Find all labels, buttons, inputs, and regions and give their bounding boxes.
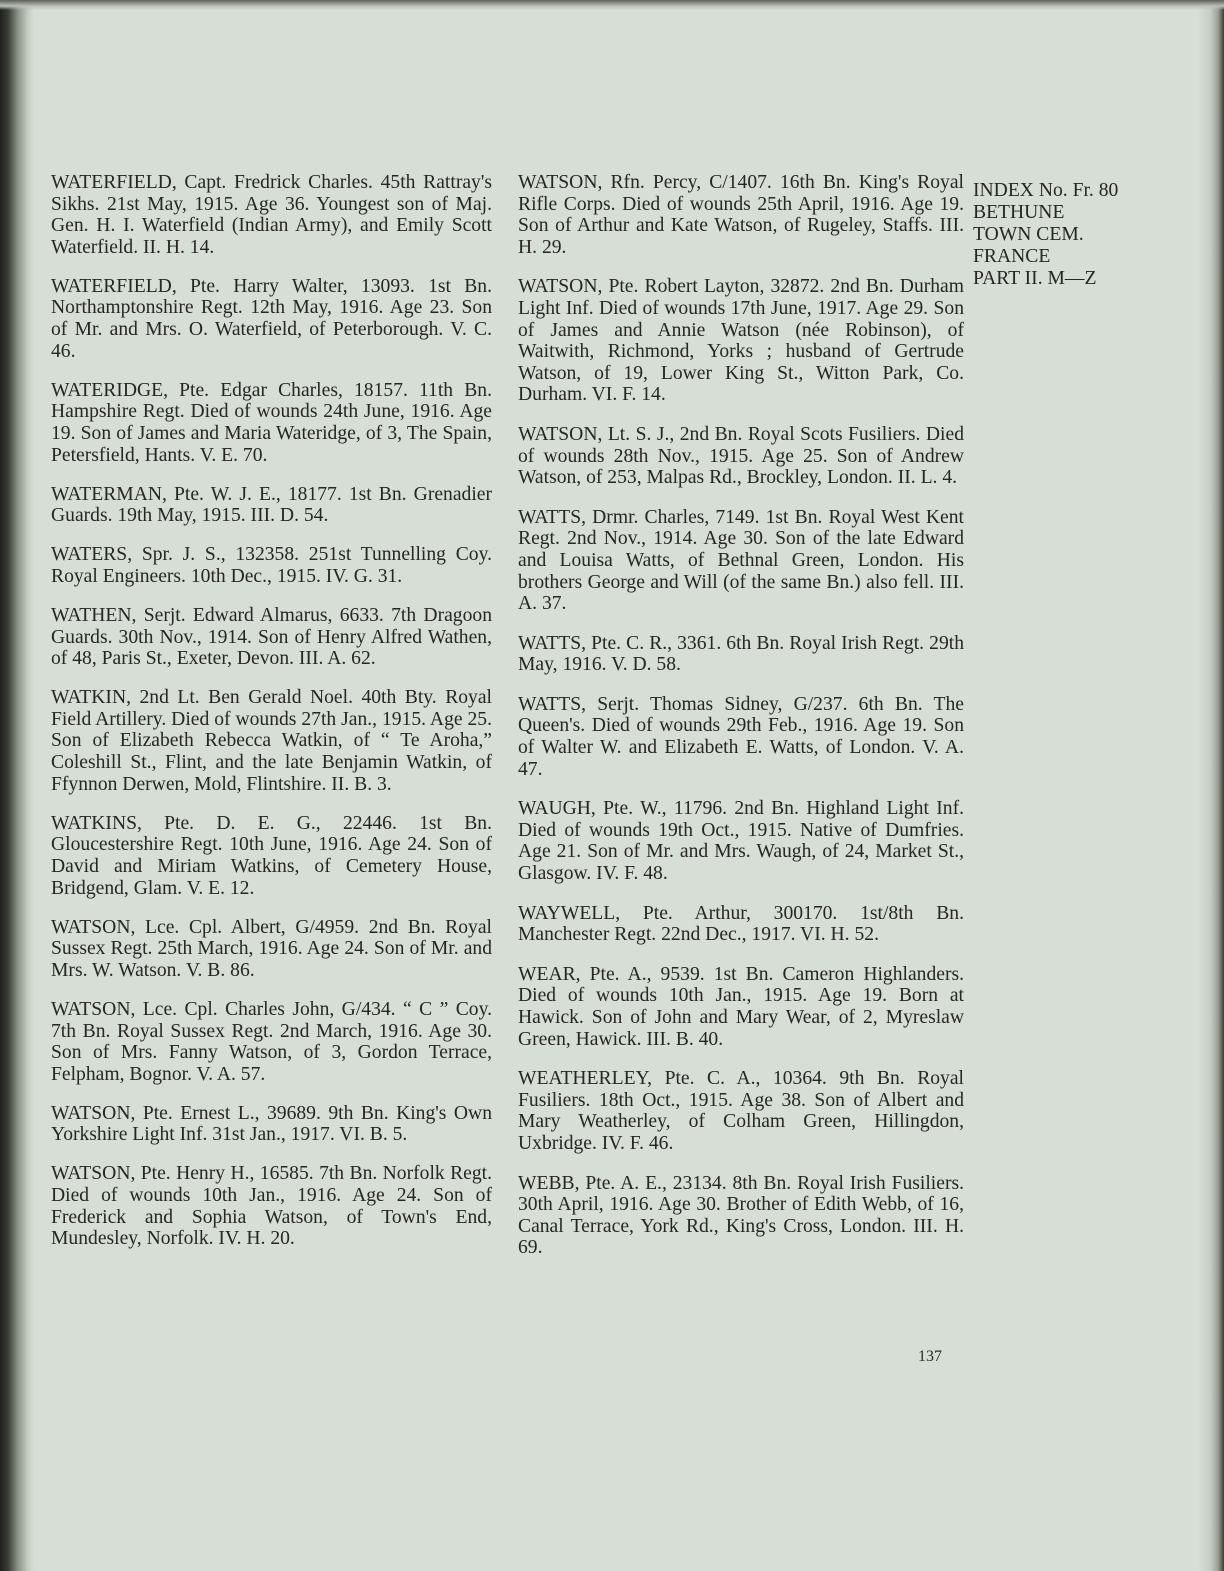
- entry: WATTS, Pte. C. R., 3361. 6th Bn. Royal Irish Regt. 29th May, 1916. V. D. 58.: [518, 632, 964, 676]
- entry: WATSON, Lce. Cpl. Charles John, G/434. “ C ” Coy. 7th Bn. Royal Sussex Regt. 2nd March, 1916. Age 30. Son of Mrs. Fanny Watson, of 3, Gordon Terrace, Felpham, Bognor. V. A. 57.: [51, 998, 492, 1085]
- left-column: [51, 172, 492, 1267]
- index-number: INDEX No. Fr. 80: [973, 180, 1119, 201]
- entry: WAYWELL, Pte. Arthur, 300170. 1st/8th Bn. Manchester Regt. 22nd Dec., 1917. VI. H. 52.: [518, 902, 964, 946]
- entry: WATSON, Pte. Henry H., 16585. 7th Bn. Norfolk Regt. Died of wounds 10th Jan., 1916. Age 24. Son of Frederick and Sophia Watson, of Town's End, Mundesley, Norfolk. IV. H. 20.: [51, 1163, 492, 1250]
- entry: WATKIN, 2nd Lt. Ben Gerald Noel. 40th Bty. Royal Field Artillery. Died of wounds 27th Jan., 1915. Age 25. Son of Elizabeth Rebecca Watkin, of “ Te Aroha,” Coleshill St., Flint, and the late Benjamin Watkin, of Ffynnon Derwen, Mold, Flintshire. II. B. 3.: [51, 687, 492, 795]
- entry: WEATHERLEY, Pte. C. A., 10364. 9th Bn. Royal Fusiliers. 18th Oct., 1915. Age 38. Son of Albert and Mary Weatherley, of Colham Green, Hillingdon, Uxbridge. IV. F. 46.: [518, 1068, 964, 1154]
- entry: WATERMAN, Pte. W. J. E., 18177. 1st Bn. Grenadier Guards. 19th May, 1915. III. D. 54.: [51, 483, 492, 527]
- page-edge-shadow: [1198, 0, 1224, 1571]
- entry: WATSON, Lce. Cpl. Albert, G/4959. 2nd Bn. Royal Sussex Regt. 25th March, 1916. Age 24. Son of Mr. and Mrs. W. Watson. V. B. 86.: [51, 916, 492, 981]
- entry: WATHEN, Serjt. Edward Almarus, 6633. 7th Dragoon Guards. 30th Nov., 1914. Son of Henry Alfred Wathen, of 48, Paris St., Exeter, Devon. III. A. 62.: [51, 605, 492, 670]
- entry: WATSON, Rfn. Percy, C/1407. 16th Bn. King's Royal Rifle Corps. Died of wounds 25th April, 1916. Age 19. Son of Arthur and Kate Watson, of Rugeley, Staffs. III. H. 29.: [518, 172, 964, 258]
- right-column: [518, 172, 964, 1277]
- part-range: PART II. M—Z: [973, 268, 1097, 289]
- entry: WATKINS, Pte. D. E. G., 22446. 1st Bn. Gloucestershire Regt. 10th June, 1916. Age 24. Son of David and Miriam Watkins, of Cemetery House, Bridgend, Glam. V. E. 12.: [51, 812, 492, 899]
- entry: WATERS, Spr. J. S., 132358. 251st Tunnelling Coy. Royal Engineers. 10th Dec., 1915. IV. G. 31.: [51, 544, 492, 587]
- cemetery-town: BETHUNE: [973, 202, 1065, 223]
- entry: WATTS, Drmr. Charles, 7149. 1st Bn. Royal West Kent Regt. 2nd Nov., 1914. Age 30. Son of the late Edward and Louisa Watts, of Bethnal Green, London. His brothers George and Will (of the same Bn.) also fell. III. A. 37.: [518, 506, 964, 615]
- entry: WATSON, Pte. Robert Layton, 32872. 2nd Bn. Durham Light Inf. Died of wounds 17th June, 1917. Age 29. Son of James and Annie Watson (née Robinson), of Waitwith, Richmond, Yorks ; husband of Gertrude Watson, of 19, Lower King St., Witton Park, Co. Durham. VI. F. 14.: [518, 276, 964, 406]
- entry: WATERFIELD, Capt. Fredrick Charles. 45th Rattray's Sikhs. 21st May, 1915. Age 36. Youngest son of Maj. Gen. H. I. Waterfield (Indian Army), and Emily Scott Waterfield. II. H. 14.: [51, 172, 492, 258]
- entry: WEBB, Pte. A. E., 23134. 8th Bn. Royal Irish Fusiliers. 30th April, 1916. Age 30. Brother of Edith Webb, of 16, Canal Terrace, York Rd., King's Cross, London. III. H. 69.: [518, 1172, 964, 1259]
- entry: WATERIDGE, Pte. Edgar Charles, 18157. 11th Bn. Hampshire Regt. Died of wounds 24th June, 1916. Age 19. Son of James and Maria Wateridge, of 3, The Spain, Petersfield, Hants. V. E. 70.: [51, 379, 492, 466]
- country: FRANCE: [973, 246, 1051, 267]
- cemetery-type: TOWN CEM.: [973, 224, 1084, 245]
- entry: WATSON, Pte. Ernest L., 39689. 9th Bn. King's Own Yorkshire Light Inf. 31st Jan., 1917. VI. B. 5.: [51, 1102, 492, 1146]
- entry: WEAR, Pte. A., 9539. 1st Bn. Cameron Highlanders. Died of wounds 10th Jan., 1915. Age 19. Born at Hawick. Son of John and Mary Wear, of 2, Myreslaw Green, Hawick. III. B. 40.: [518, 963, 964, 1050]
- entry: WATTS, Serjt. Thomas Sidney, G/237. 6th Bn. The Queen's. Died of wounds 29th Feb., 1916. Age 19. Son of Walter W. and Elizabeth E. Watts, of London. V. A. 47.: [518, 693, 964, 780]
- entry: WAUGH, Pte. W., 11796. 2nd Bn. Highland Light Inf. Died of wounds 19th Oct., 1915. Native of Dumfries. Age 21. Son of Mr. and Mrs. Waugh, of 24, Market St., Glasgow. IV. F. 48.: [518, 798, 964, 885]
- top-edge-shadow: [0, 0, 1224, 10]
- entry: WATSON, Lt. S. J., 2nd Bn. Royal Scots Fusiliers. Died of wounds 28th Nov., 1915. Age 25. Son of Andrew Watson, of 253, Malpas Rd., Brockley, London. II. L. 4.: [518, 423, 964, 489]
- entry: WATERFIELD, Pte. Harry Walter, 13093. 1st Bn. Northamptonshire Regt. 12th May, 1916. Age 23. Son of Mr. and Mrs. O. Waterfield, of Peterborough. V. C. 46.: [51, 275, 492, 362]
- page-number: 137: [918, 1348, 942, 1365]
- cemetery-index-header: [973, 180, 1173, 290]
- binding-gutter: [0, 0, 34, 1571]
